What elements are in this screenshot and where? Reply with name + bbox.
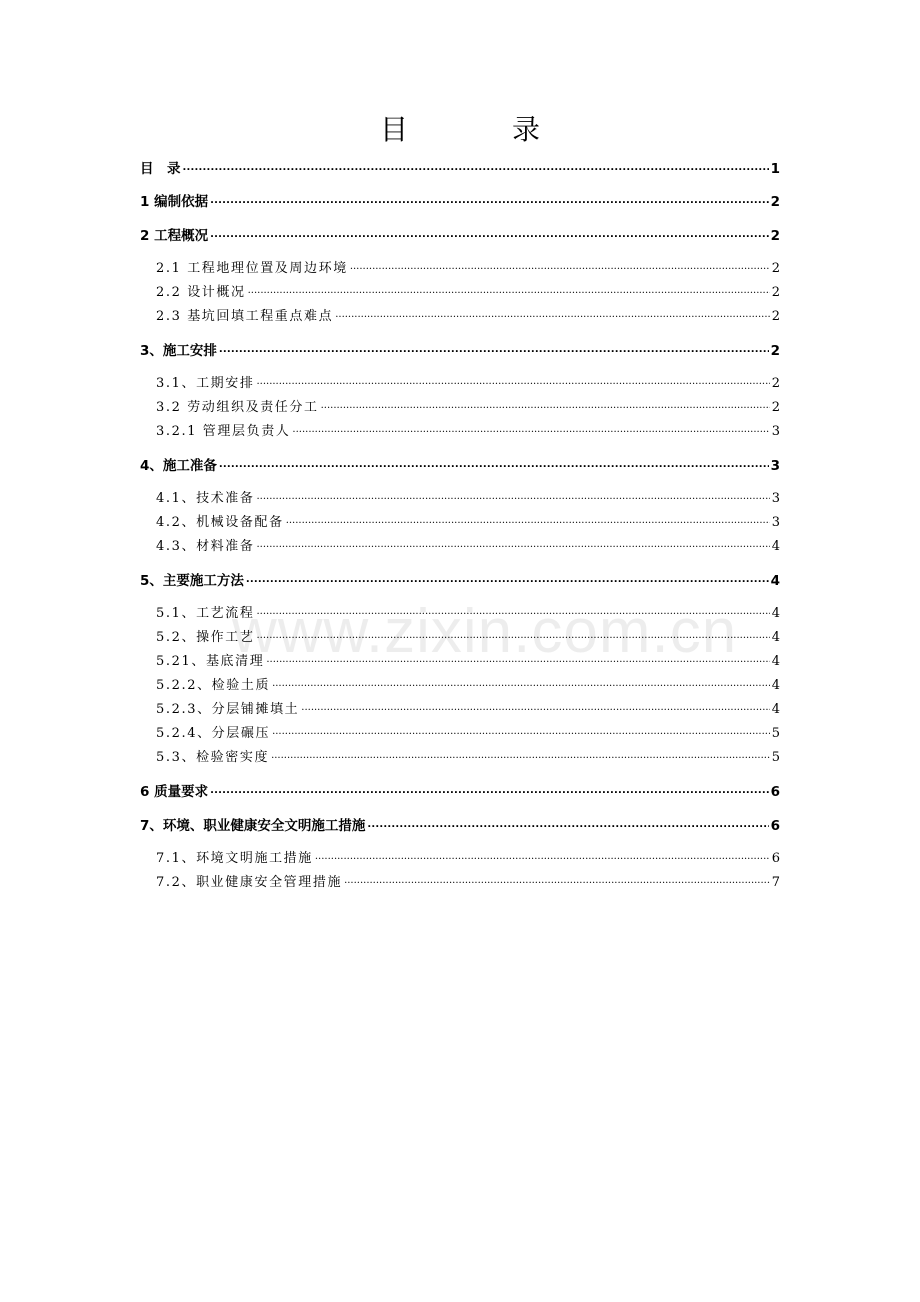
- toc-entry[interactable]: [140, 814, 780, 834]
- toc-entry-page-number: 1: [770, 161, 780, 177]
- toc-entry-label: 3.2.1 管理层负责人: [156, 424, 291, 439]
- toc-entry-label: 6 质量要求: [140, 784, 209, 800]
- toc-entry-label: 3.1、工期安排: [156, 376, 255, 391]
- toc-entry-label: 1 编制依据: [140, 194, 209, 210]
- toc-leader-dots: [256, 374, 769, 387]
- toc-leader-dots: [219, 342, 769, 356]
- toc-entry[interactable]: [140, 224, 780, 244]
- toc-leader-dots: [367, 817, 768, 831]
- toc-entry-label: 7.1、环境文明施工措施: [156, 851, 313, 866]
- toc-leader-dots: [219, 457, 769, 471]
- toc-entry[interactable]: [140, 847, 780, 866]
- toc-entry[interactable]: [140, 487, 780, 506]
- toc-entry-page-number: 5: [771, 726, 780, 741]
- toc-leader-dots: [335, 307, 770, 320]
- toc-leader-dots: [210, 783, 769, 797]
- toc-entry-label: 2.1 工程地理位置及周边环境: [156, 261, 348, 276]
- toc-entry[interactable]: [140, 650, 780, 669]
- toc-entry-label: 7、环境、职业健康安全文明施工措施: [140, 818, 366, 834]
- toc-entry-page-number: 2: [771, 309, 780, 324]
- toc-entry[interactable]: [140, 602, 780, 621]
- toc-entry[interactable]: [140, 420, 780, 439]
- toc-entry-page-number: 2: [771, 400, 780, 415]
- toc-entry-page-number: 4: [771, 678, 780, 693]
- toc-entry-page-number: 3: [770, 458, 780, 474]
- toc-entry-label: 5.2、操作工艺: [156, 630, 255, 645]
- toc-entry-label: 5.21、基底清理: [156, 654, 265, 669]
- toc-entry-label: 5.2.3、分层铺摊填土: [156, 702, 300, 717]
- toc-entry-label: 5.2.2、检验土质: [156, 678, 271, 693]
- toc-entry[interactable]: [140, 257, 780, 276]
- toc-entry[interactable]: [140, 396, 780, 415]
- toc-entry-page-number: 2: [771, 285, 780, 300]
- toc-entry-label: 2.2 设计概况: [156, 285, 246, 300]
- watermark: www.zixin.com.cn: [232, 597, 738, 666]
- toc-entry-label: 5、主要施工方法: [140, 573, 244, 589]
- toc-entry[interactable]: [140, 454, 780, 474]
- toc-entry-page-number: 3: [771, 491, 780, 506]
- toc-leader-dots: [292, 422, 769, 435]
- toc-leader-dots: [210, 193, 769, 207]
- toc-entry-label: 5.3、检验密实度: [156, 750, 270, 765]
- toc-entry-label: 5.2.4、分层碾压: [156, 726, 271, 741]
- toc-leader-dots: [272, 724, 770, 737]
- toc-entry-label: 7.2、职业健康安全管理措施: [156, 875, 343, 890]
- toc-leader-dots: [301, 700, 769, 713]
- toc-leader-dots: [256, 604, 769, 617]
- toc-leader-dots: [210, 227, 769, 241]
- toc-entry[interactable]: [140, 511, 780, 530]
- toc-entry[interactable]: [140, 190, 780, 210]
- toc-entry[interactable]: [140, 698, 780, 717]
- toc-leader-dots: [321, 398, 770, 411]
- toc-entry-label: 2.3 基坑回填工程重点难点: [156, 309, 334, 324]
- toc-leader-dots: [266, 652, 769, 665]
- toc-entry-label: 4.3、材料准备: [156, 539, 255, 554]
- toc-leader-dots: [256, 628, 769, 641]
- toc-leader-dots: [286, 513, 770, 526]
- toc-entry-page-number: 4: [771, 630, 780, 645]
- toc-leader-dots: [183, 160, 769, 174]
- toc-leader-dots: [350, 259, 770, 272]
- toc-entry-page-number: 2: [770, 228, 780, 244]
- toc-entry-page-number: 7: [771, 875, 780, 890]
- toc-entry-label: 4.1、技术准备: [156, 491, 255, 506]
- toc-entry-page-number: 4: [770, 573, 780, 589]
- toc-entry[interactable]: [140, 281, 780, 300]
- toc-entry[interactable]: [140, 535, 780, 554]
- toc-entry[interactable]: [140, 372, 780, 391]
- toc-entry[interactable]: [140, 871, 780, 890]
- toc-leader-dots: [271, 748, 770, 761]
- toc-entry-page-number: 6: [770, 784, 780, 800]
- toc-entry[interactable]: [140, 722, 780, 741]
- toc-entry[interactable]: [140, 305, 780, 324]
- toc-entry-label: 3.2 劳动组织及责任分工: [156, 400, 319, 415]
- toc-leader-dots: [256, 537, 769, 550]
- toc-entry-page-number: 4: [771, 654, 780, 669]
- toc-entry-label: 4.2、机械设备配备: [156, 515, 284, 530]
- toc-entry[interactable]: [140, 674, 780, 693]
- toc-title: 目 录: [379, 113, 578, 146]
- toc-leader-dots: [256, 489, 769, 502]
- toc-leader-dots: [344, 873, 770, 886]
- toc-entry[interactable]: [140, 780, 780, 800]
- toc-entry[interactable]: [140, 569, 780, 589]
- toc-leader-dots: [272, 676, 770, 689]
- toc-entry-page-number: 2: [771, 261, 780, 276]
- toc-entry-page-number: 2: [770, 194, 780, 210]
- toc-entry[interactable]: [140, 157, 780, 177]
- toc-entry-label: 4、施工准备: [140, 458, 217, 474]
- toc-leader-dots: [248, 283, 770, 296]
- toc-entry[interactable]: [140, 626, 780, 645]
- toc-leader-dots: [315, 849, 770, 862]
- toc-entry-page-number: 6: [771, 851, 780, 866]
- toc-entry-label: 目 录: [140, 161, 181, 177]
- toc-entry-page-number: 3: [771, 424, 780, 439]
- toc-entry-page-number: 2: [771, 376, 780, 391]
- toc-entry-label: 5.1、工艺流程: [156, 606, 255, 621]
- toc-entry-page-number: 5: [771, 750, 780, 765]
- toc-entry[interactable]: [140, 339, 780, 359]
- toc-entry-page-number: 4: [771, 539, 780, 554]
- toc-entry-page-number: 2: [770, 343, 780, 359]
- toc-leader-dots: [246, 572, 769, 586]
- toc-entry-label: 3、施工安排: [140, 343, 217, 359]
- toc-entry-page-number: 4: [771, 606, 780, 621]
- toc-entry[interactable]: [140, 746, 780, 765]
- toc-entry-label: 2 工程概况: [140, 228, 209, 244]
- toc-entry-page-number: 4: [771, 702, 780, 717]
- toc-entry-page-number: 6: [770, 818, 780, 834]
- toc-entry-page-number: 3: [771, 515, 780, 530]
